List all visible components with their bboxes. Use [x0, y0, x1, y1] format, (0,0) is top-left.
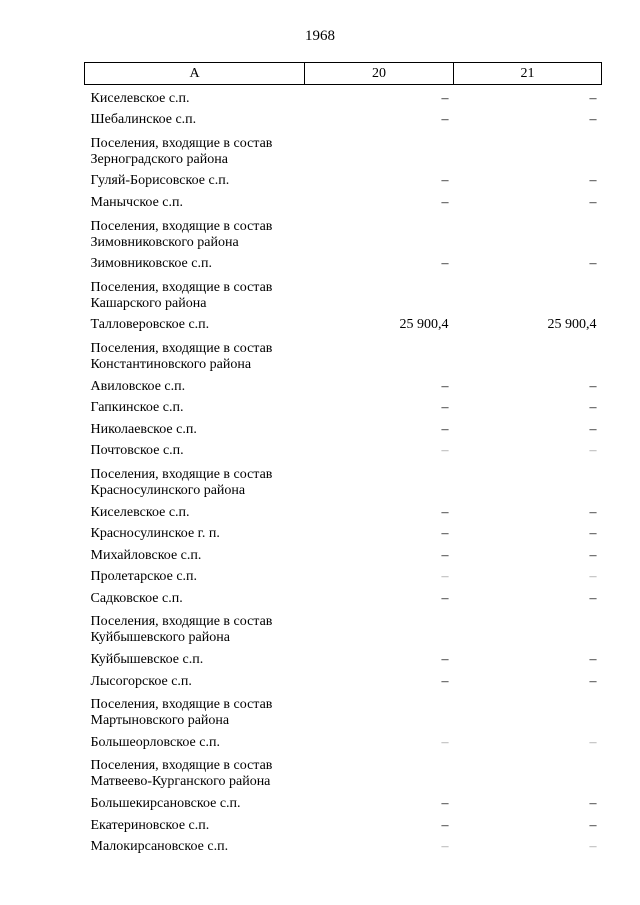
value-cell-20: –	[441, 256, 449, 272]
value-cell-21: –	[589, 590, 597, 606]
group-name-cell: Поселения, входящие в состав Зимовниковского района	[90, 218, 273, 250]
value-cell-21: –	[589, 569, 597, 585]
value-cell-21: 25 900,4	[547, 317, 597, 333]
value-cell-20: –	[441, 443, 449, 459]
settlement-name-cell: Манычское с.п.	[90, 194, 183, 210]
value-cell-21: –	[589, 194, 597, 210]
value-cell-20	[305, 272, 454, 312]
value-cell-21: –	[589, 796, 597, 812]
settlement-name-cell: Николаевское с.п.	[90, 421, 197, 437]
value-cell-21: –	[589, 421, 597, 437]
settlement-name-cell: Лысогорское с.п.	[90, 673, 192, 689]
table-row	[85, 416, 602, 438]
settlement-name-cell: Шебалинское с.п.	[90, 112, 197, 128]
table-row	[85, 438, 602, 460]
value-cell-21: –	[589, 734, 597, 750]
table-body	[85, 85, 602, 856]
value-cell-20	[305, 211, 454, 251]
group-header-row	[85, 211, 602, 251]
table-row	[85, 499, 602, 521]
settlement-name-cell: Куйбышевское с.п.	[90, 652, 204, 668]
value-cell-20	[305, 751, 454, 791]
value-cell-21	[454, 690, 602, 730]
value-cell-20: –	[441, 652, 449, 668]
value-cell-20: –	[441, 378, 449, 394]
table-row	[85, 646, 602, 668]
value-cell-20: –	[441, 734, 449, 750]
value-cell-21: –	[589, 90, 597, 106]
value-cell-20: –	[441, 839, 449, 855]
group-name-cell: Поселения, входящие в состав Константиновского района	[90, 340, 273, 372]
settlement-name-cell: Зимовниковское с.п.	[90, 256, 212, 272]
table-row	[85, 168, 602, 190]
table-row	[85, 107, 602, 129]
table-row	[85, 312, 602, 334]
table-header	[85, 63, 602, 85]
value-cell-20: –	[441, 547, 449, 563]
value-cell-21: –	[589, 652, 597, 668]
value-cell-20	[305, 128, 454, 168]
settlement-name-cell: Почтовское с.п.	[90, 443, 184, 459]
table-row	[85, 790, 602, 812]
table-row	[85, 812, 602, 834]
settlement-name-cell: Большекирсановское с.п.	[90, 796, 241, 812]
table-row	[85, 668, 602, 690]
value-cell-20: –	[441, 173, 449, 189]
value-cell-20	[305, 459, 454, 499]
settlement-name-cell: Садковское с.п.	[90, 590, 183, 606]
table-row	[85, 729, 602, 751]
value-cell-20: –	[441, 90, 449, 106]
value-cell-21: –	[589, 673, 597, 689]
value-cell-20: –	[441, 194, 449, 210]
value-cell-21: –	[589, 112, 597, 128]
value-cell-20	[305, 690, 454, 730]
value-cell-20: –	[441, 421, 449, 437]
settlement-name-cell: Авиловское с.п.	[90, 378, 186, 394]
group-header-row	[85, 690, 602, 730]
group-name-cell: Поселения, входящие в состав Куйбышевского района	[90, 614, 273, 646]
settlement-name-cell: Киселевское с.п.	[90, 504, 190, 520]
settlement-name-cell: Большеорловское с.п.	[90, 734, 220, 750]
settlement-name-cell: Талловеровское с.п.	[90, 317, 210, 333]
value-cell-20: –	[441, 673, 449, 689]
table-row	[85, 834, 602, 856]
value-cell-21: –	[589, 839, 597, 855]
group-header-row	[85, 128, 602, 168]
value-cell-21	[454, 272, 602, 312]
value-cell-21: –	[589, 817, 597, 833]
table-row	[85, 564, 602, 586]
header-row	[85, 63, 602, 85]
value-cell-21	[454, 751, 602, 791]
value-cell-21	[454, 128, 602, 168]
table-row	[85, 251, 602, 273]
page-number: 1968	[305, 28, 335, 44]
value-cell-21	[454, 459, 602, 499]
value-cell-20: –	[441, 569, 449, 585]
group-header-row	[85, 459, 602, 499]
table-row	[85, 189, 602, 211]
value-cell-20: –	[441, 526, 449, 542]
settlement-name-cell: Гуляй-Борисовское с.п.	[90, 173, 230, 189]
settlement-name-cell: Гапкинское с.п.	[90, 400, 184, 416]
value-cell-20: 25 900,4	[399, 317, 449, 333]
value-cell-21: –	[589, 547, 597, 563]
group-name-cell: Поселения, входящие в состав Мартыновского района	[90, 697, 273, 729]
budget-table	[84, 62, 602, 855]
table-row	[85, 542, 602, 564]
value-cell-21: –	[589, 378, 597, 394]
value-cell-21: –	[589, 504, 597, 520]
table-row	[85, 373, 602, 395]
group-header-row	[85, 607, 602, 647]
group-header-row	[85, 751, 602, 791]
table-row	[85, 585, 602, 607]
table-row	[85, 521, 602, 543]
group-header-row	[85, 333, 602, 373]
group-name-cell: Поселения, входящие в состав Кашарского района	[90, 279, 273, 311]
settlement-name-cell: Пролетарское с.п.	[90, 569, 198, 585]
value-cell-20: –	[441, 400, 449, 416]
column-header-21: 21	[454, 63, 602, 85]
settlement-name-cell: Екатериновское с.п.	[90, 817, 210, 833]
value-cell-21	[454, 607, 602, 647]
value-cell-21	[454, 211, 602, 251]
value-cell-20	[305, 607, 454, 647]
column-header-a: А	[85, 63, 305, 85]
value-cell-21: –	[589, 256, 597, 272]
group-name-cell: Поселения, входящие в состав Красносулинского района	[90, 466, 273, 498]
value-cell-21: –	[589, 443, 597, 459]
group-name-cell: Поселения, входящие в состав Зерноградского района	[90, 135, 273, 167]
table-row	[85, 395, 602, 417]
value-cell-21: –	[589, 173, 597, 189]
value-cell-21	[454, 333, 602, 373]
value-cell-20: –	[441, 112, 449, 128]
value-cell-20: –	[441, 817, 449, 833]
settlement-name-cell: Михайловское с.п.	[90, 547, 202, 563]
table-row	[85, 85, 602, 107]
value-cell-20	[305, 333, 454, 373]
value-cell-21: –	[589, 526, 597, 542]
settlement-name-cell: Малокирсановское с.п.	[90, 839, 229, 855]
settlement-name-cell: Киселевское с.п.	[90, 90, 190, 106]
column-header-20: 20	[305, 63, 454, 85]
value-cell-20: –	[441, 504, 449, 520]
value-cell-20: –	[441, 590, 449, 606]
value-cell-21: –	[589, 400, 597, 416]
group-name-cell: Поселения, входящие в состав Матвеево-Курганского района	[90, 758, 273, 790]
settlement-name-cell: Красносулинское г. п.	[90, 526, 220, 542]
value-cell-20: –	[441, 796, 449, 812]
group-header-row	[85, 272, 602, 312]
